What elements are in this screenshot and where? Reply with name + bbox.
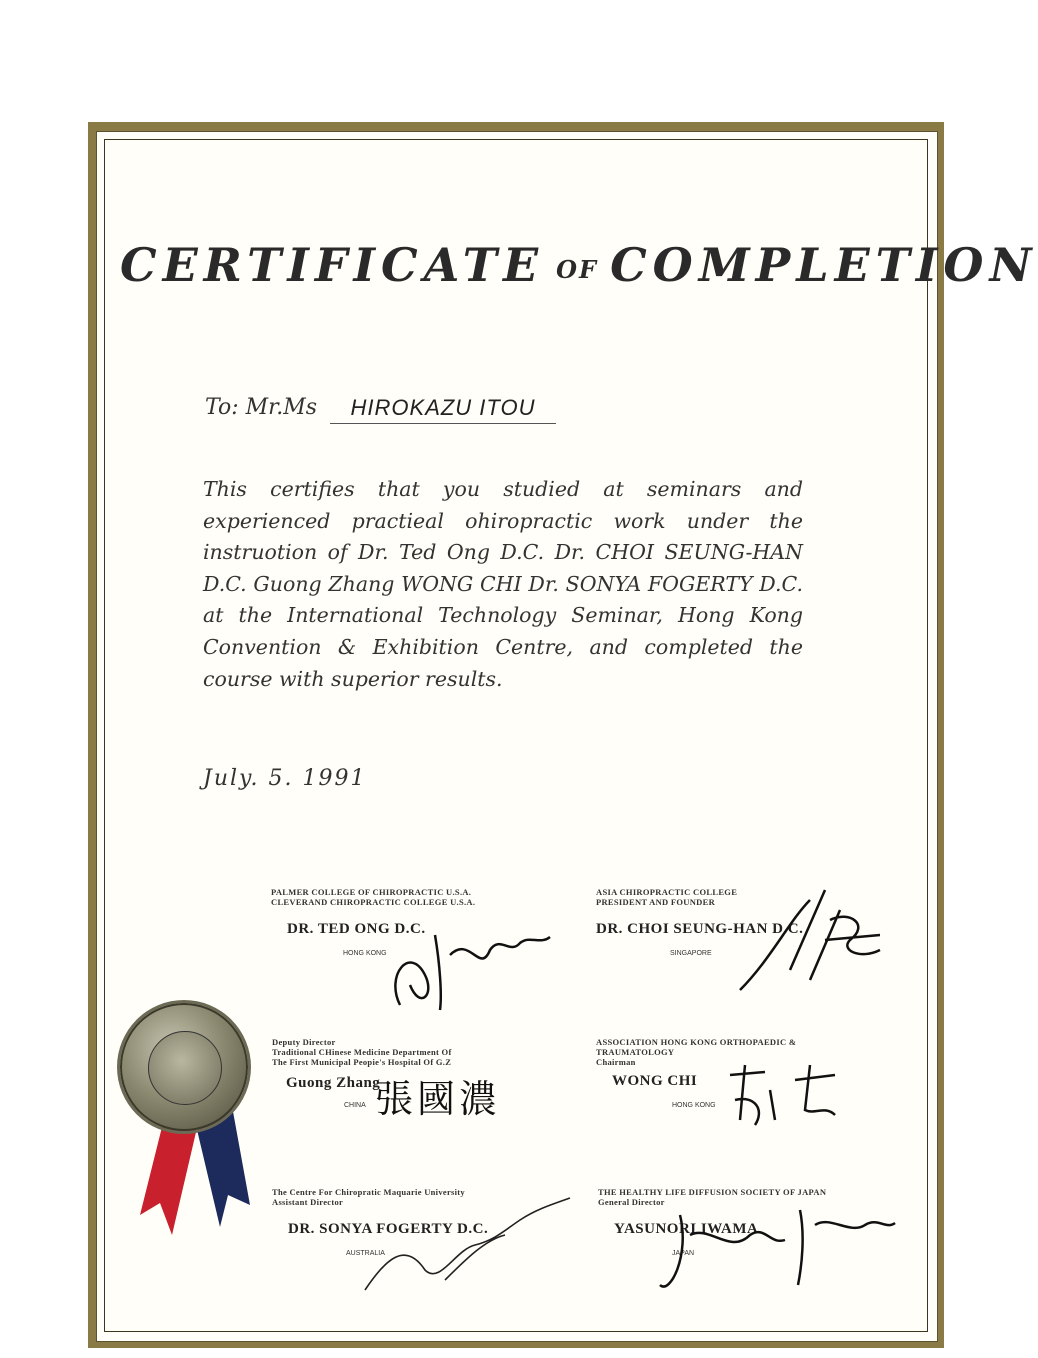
signer-name: DR. SONYA FOGERTY D.C.: [288, 1221, 489, 1237]
handwritten-signature-wong-chi: [725, 1060, 845, 1130]
signer-location: AUSTRALIA: [346, 1250, 385, 1257]
signer-location: CHINA: [344, 1102, 366, 1109]
signer-organization: Deputy Director Traditional CHinese Medicine Department Of The First Municipal Peopie's Hospital Of G.Z: [272, 1037, 452, 1067]
signer-name: WONG CHI: [612, 1073, 698, 1089]
signer-location: SINGAPORE: [670, 950, 712, 957]
recipient-prefix: To: Mr.Ms: [205, 395, 318, 420]
title-main: CERTIFICATE: [120, 238, 545, 292]
gold-seal: [120, 1003, 248, 1131]
signer-location: JAPAN: [672, 1250, 695, 1257]
handwritten-signature-ted-ong: [380, 915, 560, 1015]
certificate-title: [120, 238, 1038, 292]
signer-name: DR. TED ONG D.C.: [287, 921, 426, 937]
signer-name: YASUNORI IWAMA: [614, 1221, 759, 1237]
recipient-name: HIROKAZU ITOU: [330, 393, 556, 424]
title-end: COMPLETION: [610, 238, 1038, 292]
signer-name: Guong Zhang: [286, 1075, 381, 1091]
handwritten-signature-sonya-fogerty: [345, 1190, 585, 1300]
signer-organization: THE HEALTHY LIFE DIFFUSION SOCIETY OF JAPAN General Director: [598, 1187, 827, 1207]
handwritten-signature-iwama: [650, 1195, 900, 1305]
signer-location: HONG KONG: [343, 950, 387, 957]
signer-organization: The Centre For Chiropratic Maquarie University Assistant Director: [272, 1187, 465, 1207]
certificate-body: This certifies that you studied at seminars and experienced practieal ohiropractic work under the instruotion of Dr. Ted Ong D.C. Dr. CHOI SEUNG-HAN D.C. Guong Zhang WONG CHI Dr. SONYA FOGERTY D.C. at the International Technology Seminar, Hong Kong Convention & Exhibition Centre, and completed the course with superior results.: [203, 477, 803, 691]
handwritten-chinese-signature: 張國濃: [375, 1077, 502, 1121]
signer-organization: ASSOCIATION HONG KONG ORTHOPAEDIC & TRAUMATOLOGY Chairman: [596, 1037, 797, 1067]
signer-name: DR. CHOI SEUNG-HAN D.C.: [596, 921, 804, 937]
signer-organization: PALMER COLLEGE OF CHIROPRACTIC U.S.A. CLEVERAND CHIROPRACTIC COLLEGE U.S.A.: [271, 887, 476, 907]
certificate-date: July. 5. 1991: [203, 766, 367, 791]
seal-eagle-emblem: [148, 1031, 222, 1105]
signer-location: HONG KONG: [672, 1102, 716, 1109]
signer-organization: ASIA CHIROPRACTIC COLLEGE PRESIDENT AND FOUNDER: [596, 887, 738, 907]
title-of: OF: [556, 254, 599, 284]
handwritten-signature-choi: [730, 880, 890, 1000]
